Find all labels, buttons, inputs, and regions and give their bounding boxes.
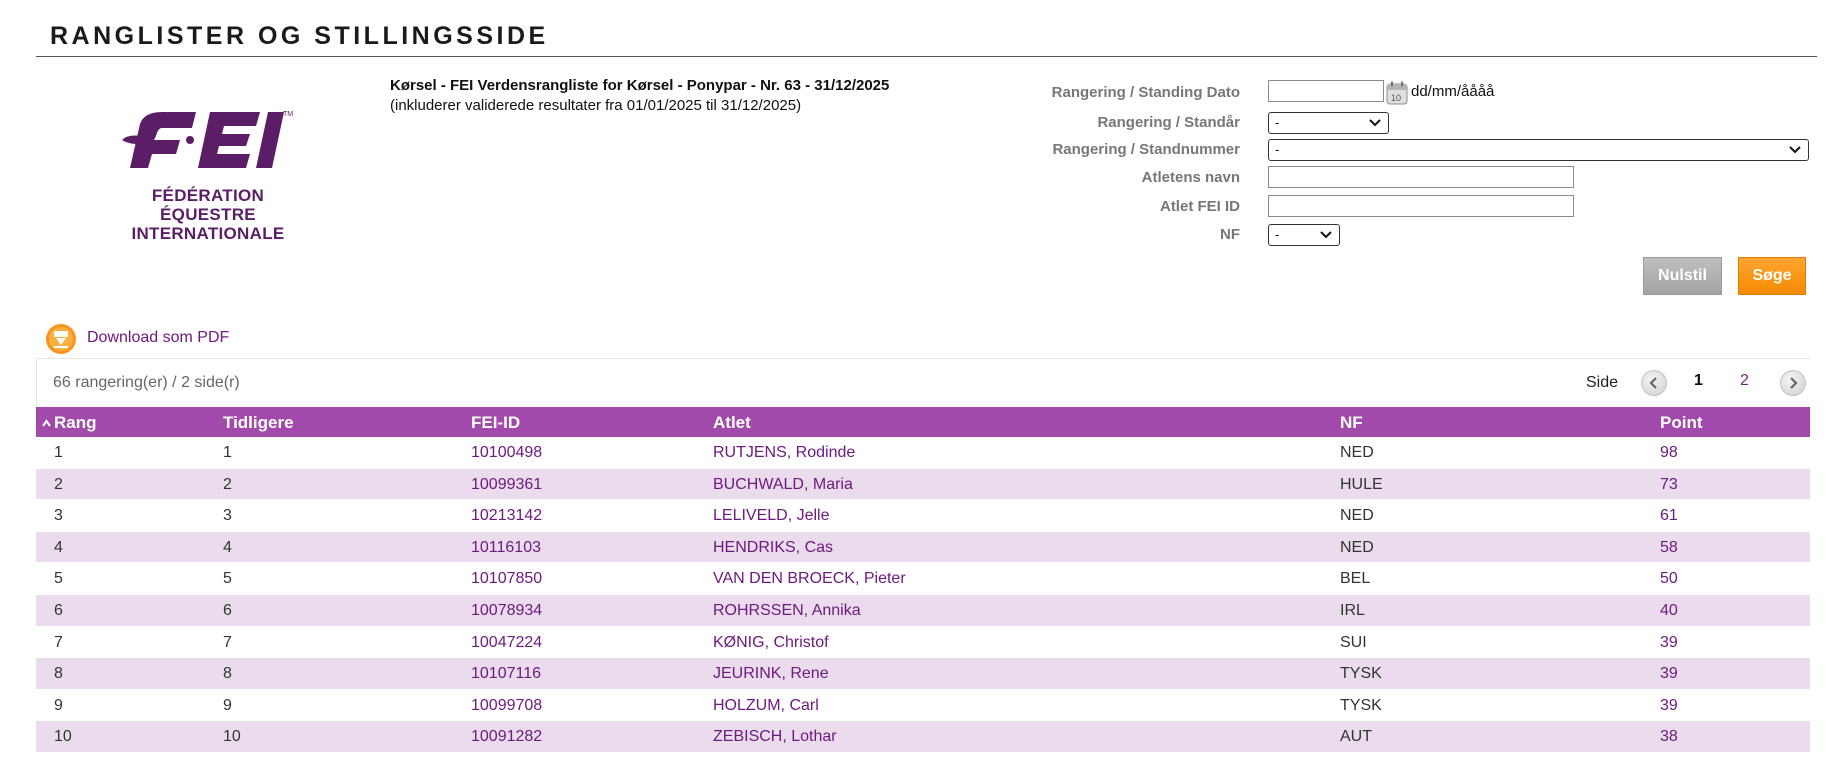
chevron-down-icon bbox=[1368, 117, 1382, 129]
ranking-subheading: (inkluderer validerede resultater fra 01/01/2025 til 31/12/2025) bbox=[390, 97, 802, 114]
search-button[interactable]: Søge bbox=[1738, 257, 1806, 295]
table-row bbox=[36, 563, 1810, 595]
chevron-left-icon bbox=[1648, 377, 1660, 389]
table-row bbox=[36, 595, 1810, 627]
fei-logo-mark bbox=[118, 106, 298, 176]
cell-rank: 1 bbox=[54, 444, 63, 461]
athlete-fei-id-label: Atlet FEI ID bbox=[1159, 198, 1240, 215]
header-nf[interactable]: NF bbox=[1340, 413, 1363, 432]
cell-rank: 4 bbox=[54, 538, 63, 556]
cell-previous: 9 bbox=[223, 696, 232, 714]
cell-fei-id-link[interactable]: 10099361 bbox=[471, 475, 543, 493]
results-count: 66 rangering(er) / 2 side(r) bbox=[53, 374, 240, 391]
header-rank[interactable]: Rang bbox=[54, 413, 97, 432]
chevron-down-icon bbox=[1788, 144, 1802, 156]
chevron-down-icon bbox=[1319, 229, 1333, 241]
cell-fei-id-link[interactable]: 10078934 bbox=[471, 601, 543, 619]
cell-athlete-link[interactable]: ZEBISCH, Lothar bbox=[713, 728, 837, 746]
cell-nf: IRL bbox=[1340, 601, 1365, 619]
cell-points-link[interactable]: 39 bbox=[1660, 633, 1678, 651]
page-title: RANGLISTER OG STILLINGSSIDE bbox=[50, 22, 549, 50]
cell-nf: BEL bbox=[1340, 570, 1371, 588]
reset-button[interactable]: Nulstil bbox=[1643, 257, 1722, 295]
cell-fei-id-link[interactable]: 10107116 bbox=[471, 665, 541, 683]
cell-previous: 6 bbox=[223, 601, 232, 619]
cell-nf: SUI bbox=[1340, 633, 1367, 651]
standing-year-label: Rangering / Standår bbox=[1097, 114, 1240, 131]
table-row bbox=[36, 532, 1810, 564]
standing-number-value: - bbox=[1275, 142, 1280, 157]
cell-points-link[interactable]: 38 bbox=[1660, 728, 1678, 746]
logo-text-line2: ÉQUESTRE bbox=[160, 205, 256, 224]
ranking-heading: Kørsel - FEI Verdensrangliste for Kørsel - Ponypar - Nr. 63 - 31/12/2025 bbox=[390, 77, 890, 94]
standing-number-label: Rangering / Standnummer bbox=[1052, 141, 1240, 158]
table-row bbox=[36, 437, 1810, 469]
sort-up-icon[interactable] bbox=[42, 419, 51, 427]
cell-athlete-link[interactable]: JEURINK, Rene bbox=[713, 665, 829, 683]
download-pdf-link[interactable]: Download som PDF bbox=[87, 329, 230, 346]
pagination-next-button[interactable] bbox=[1780, 370, 1806, 396]
table-row bbox=[36, 627, 1810, 659]
cell-previous: 3 bbox=[223, 507, 232, 525]
svg-text:10: 10 bbox=[1391, 93, 1402, 103]
cell-rank: 6 bbox=[54, 601, 63, 619]
standing-date-input[interactable] bbox=[1268, 80, 1384, 102]
header-athlete[interactable]: Atlet bbox=[713, 413, 751, 432]
cell-athlete-link[interactable]: ROHRSSEN, Annika bbox=[713, 601, 861, 619]
header-points[interactable]: Point bbox=[1660, 413, 1703, 432]
cell-points-link[interactable]: 40 bbox=[1660, 601, 1678, 619]
cell-points-link[interactable]: 61 bbox=[1660, 507, 1678, 525]
pagination-prev-button[interactable] bbox=[1641, 370, 1667, 396]
calendar-icon[interactable] bbox=[1386, 81, 1408, 105]
standing-year-value: - bbox=[1275, 115, 1280, 130]
cell-rank: 9 bbox=[54, 696, 63, 714]
cell-nf: TYSK bbox=[1340, 665, 1382, 683]
header-previous[interactable]: Tidligere bbox=[223, 413, 294, 432]
cell-nf: NED bbox=[1340, 507, 1374, 525]
date-format-hint: dd/mm/åååå bbox=[1411, 83, 1495, 100]
cell-previous: 4 bbox=[223, 538, 232, 556]
standing-year-select[interactable] bbox=[1268, 112, 1389, 134]
standing-date-label: Rangering / Standing Dato bbox=[1051, 84, 1240, 101]
cell-fei-id-link[interactable]: 10091282 bbox=[471, 728, 543, 746]
cell-nf: NED bbox=[1340, 444, 1374, 461]
chevron-right-icon bbox=[1787, 377, 1799, 389]
cell-points-link[interactable]: 39 bbox=[1660, 665, 1678, 683]
cell-rank: 3 bbox=[54, 507, 63, 525]
cell-rank: 7 bbox=[54, 633, 63, 651]
cell-nf: AUT bbox=[1340, 728, 1372, 746]
cell-athlete-link[interactable]: HENDRIKS, Cas bbox=[713, 538, 834, 556]
cell-previous: 8 bbox=[223, 665, 232, 683]
cell-nf: NED bbox=[1340, 538, 1374, 556]
pagination-page-2[interactable]: 2 bbox=[1740, 372, 1749, 389]
cell-athlete-link[interactable]: HOLZUM, Carl bbox=[713, 696, 819, 714]
table-row bbox=[36, 500, 1810, 532]
logo-text-line1: FÉDÉRATION bbox=[151, 186, 265, 205]
cell-previous: 1 bbox=[223, 444, 232, 461]
cell-rank: 8 bbox=[54, 665, 63, 683]
nf-label: NF bbox=[1220, 226, 1240, 243]
cell-points-link[interactable]: 73 bbox=[1660, 475, 1678, 493]
cell-athlete-link[interactable]: LELIVELD, Jelle bbox=[713, 507, 830, 525]
cell-athlete-link[interactable]: BUCHWALD, Maria bbox=[713, 475, 853, 493]
cell-fei-id-link[interactable]: 10107850 bbox=[471, 570, 543, 588]
table-row bbox=[36, 690, 1810, 722]
cell-previous: 5 bbox=[223, 570, 232, 588]
athlete-name-label: Atletens navn bbox=[1141, 169, 1240, 186]
nf-value: - bbox=[1275, 227, 1280, 242]
table-row bbox=[36, 721, 1810, 753]
cell-fei-id-link[interactable]: 10047224 bbox=[471, 633, 543, 651]
cell-previous: 10 bbox=[223, 728, 241, 746]
cell-athlete-link[interactable]: RUTJENS, Rodinde bbox=[713, 444, 856, 461]
pagination-label: Side bbox=[1586, 374, 1619, 391]
title-divider bbox=[36, 56, 1817, 57]
results-panel bbox=[36, 358, 1810, 408]
athlete-fei-id-input[interactable] bbox=[1268, 195, 1574, 217]
svg-text:TM: TM bbox=[283, 111, 294, 118]
logo-text-line3: INTERNATIONALE bbox=[131, 224, 285, 243]
cell-athlete-link[interactable]: VAN DEN BROECK, Pieter bbox=[713, 570, 906, 588]
cell-rank: 10 bbox=[54, 728, 72, 746]
pagination-current-page: 1 bbox=[1694, 372, 1703, 389]
cell-fei-id-link[interactable]: 10100498 bbox=[471, 444, 543, 461]
table-row bbox=[36, 469, 1810, 501]
cell-nf: HULE bbox=[1340, 475, 1383, 493]
table-header bbox=[36, 407, 1810, 437]
cell-points-link[interactable]: 98 bbox=[1660, 444, 1678, 461]
cell-rank: 2 bbox=[54, 475, 63, 493]
athlete-name-input[interactable] bbox=[1268, 166, 1574, 188]
ranking-table bbox=[36, 407, 1810, 753]
cell-fei-id-link[interactable]: 10116103 bbox=[471, 538, 541, 556]
cell-athlete-link[interactable]: KØNIG, Christof bbox=[713, 633, 829, 651]
cell-points-link[interactable]: 50 bbox=[1660, 570, 1678, 588]
header-fei-id[interactable]: FEI-ID bbox=[471, 413, 521, 432]
cell-fei-id-link[interactable]: 10099708 bbox=[471, 696, 543, 714]
cell-rank: 5 bbox=[54, 570, 63, 588]
cell-previous: 2 bbox=[223, 475, 232, 493]
download-icon[interactable] bbox=[45, 323, 77, 355]
fei-logo bbox=[118, 106, 298, 241]
table-row bbox=[36, 658, 1810, 690]
cell-nf: TYSK bbox=[1340, 696, 1382, 714]
cell-previous: 7 bbox=[223, 633, 232, 651]
standing-number-select[interactable] bbox=[1268, 139, 1809, 161]
cell-points-link[interactable]: 58 bbox=[1660, 538, 1678, 556]
cell-fei-id-link[interactable]: 10213142 bbox=[471, 507, 543, 525]
nf-select[interactable] bbox=[1268, 224, 1340, 246]
cell-points-link[interactable]: 39 bbox=[1660, 696, 1678, 714]
table-body bbox=[36, 437, 1810, 753]
